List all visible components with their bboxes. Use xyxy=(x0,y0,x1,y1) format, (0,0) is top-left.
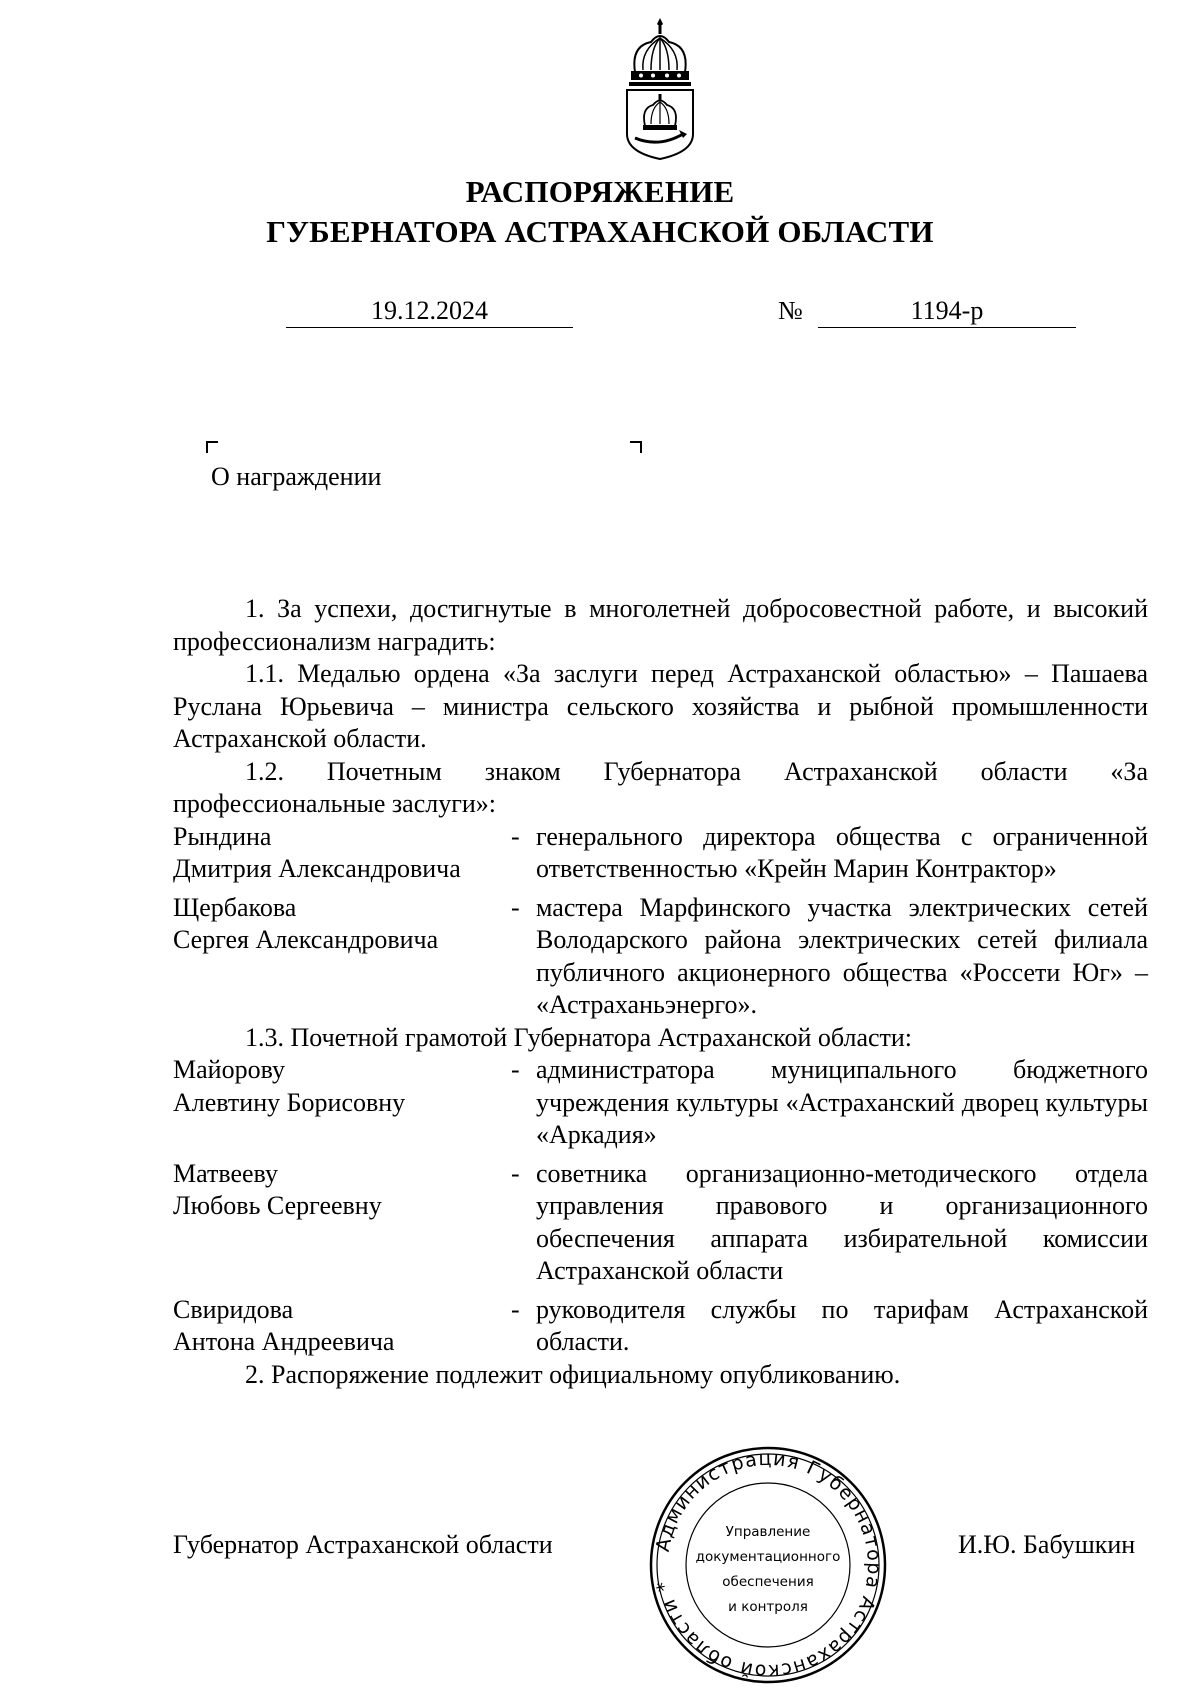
paragraph-1-3: 1.3. Почетной грамотой Губернатора Астраханской области: xyxy=(245,1022,913,1052)
document-type-title: РАСПОРЯЖЕНИЕ xyxy=(465,174,735,209)
signatory-position: Губернатор Астраханской области xyxy=(173,1530,553,1559)
awardee-surname: Свиридова xyxy=(173,1294,294,1324)
awardee-position: руководителя службы по тарифам Астраханской области. xyxy=(536,1294,1148,1356)
stamp-center-line: обеспечения xyxy=(722,1574,814,1590)
number-sign: № xyxy=(778,296,803,325)
coat-of-arms-icon xyxy=(621,16,699,162)
date-field: 19.12.2024 xyxy=(286,296,573,328)
subject-line: О награждении xyxy=(211,462,382,491)
awardee-position: генерального директора общества с ограниченной ответственностью «Крейн Марин Контрактор» xyxy=(536,821,1148,883)
awardee-given-names: Любовь Сергеевну xyxy=(173,1191,382,1220)
award-row xyxy=(173,1294,1148,1359)
awardee-position: советника организационно-методического отдела управления правового и организационного обеспечения аппарата избирательной комиссии Астраханской области xyxy=(536,1158,1148,1285)
subject-bracket-right xyxy=(630,441,642,453)
awardee-given-names: Сергея Александровича xyxy=(173,925,439,954)
stamp-ring-text: Администрация Губернатора Астраханской области * xyxy=(651,1447,886,1683)
awardee-surname: Рындина xyxy=(173,821,272,851)
awardee-given-names: Дмитрия Александровича xyxy=(173,854,461,883)
separator-dash: - xyxy=(511,1294,520,1324)
paragraph-2: 2. Распоряжение подлежит официальному опубликованию. xyxy=(245,1359,901,1389)
paragraph-1-2: 1.2. Почетным знаком Губернатора Астраханской области «За профессиональные заслуги»: xyxy=(173,756,1148,818)
separator-dash: - xyxy=(511,821,520,851)
awardee-given-names: Алевтину Борисовну xyxy=(173,1087,406,1117)
paragraph-1-1: 1.1. Медалью ордена «За заслуги перед Астраханской областью» – Пашаева Руслана Юрьевича – министра сельского хозяйства и рыбной промышленности Астраханской области. xyxy=(173,659,1148,753)
issuer-title: ГУБЕРНАТОРА АСТРАХАНСКОЙ ОБЛАСТИ xyxy=(266,214,934,249)
awardee-surname: Щербакова xyxy=(173,892,297,922)
awardee-position: мастера Марфинского участка электрических сетей Володарского района электрических сетей филиала публичного акционерного общества «Россети Юг» – «Астраханьэнерго». xyxy=(536,892,1148,1019)
separator-dash: - xyxy=(511,892,520,922)
paragraph-1: 1. За успехи, достигнутые в многолетней добросовестной работе, и высокий профессионализм наградить: xyxy=(173,594,1148,656)
awardee-position: администратора муниципального бюджетного учреждения культуры «Астраханский дворец культуры «Аркадия» xyxy=(536,1055,1148,1149)
awardee-given-names: Антона Андреевича xyxy=(173,1327,395,1356)
document-body xyxy=(173,593,1148,1391)
award-row xyxy=(173,1054,1148,1152)
signatory-name: И.Ю. Бабушкин xyxy=(958,1530,1136,1559)
stamp-center-line: Управление xyxy=(725,1524,811,1540)
separator-dash: - xyxy=(511,1055,520,1084)
separator-dash: - xyxy=(511,1158,520,1188)
awardee-surname: Майорову xyxy=(173,1055,285,1084)
stamp-center-line: и контроля xyxy=(728,1599,808,1615)
official-stamp xyxy=(648,1445,888,1685)
number-field: 1194-р xyxy=(818,296,1076,328)
awardee-surname: Матвееву xyxy=(173,1158,278,1188)
award-row xyxy=(173,1158,1148,1288)
award-row xyxy=(173,892,1148,1022)
subject-bracket-left xyxy=(206,441,218,453)
award-row xyxy=(173,821,1148,886)
stamp-center-line: документационного xyxy=(695,1549,841,1565)
